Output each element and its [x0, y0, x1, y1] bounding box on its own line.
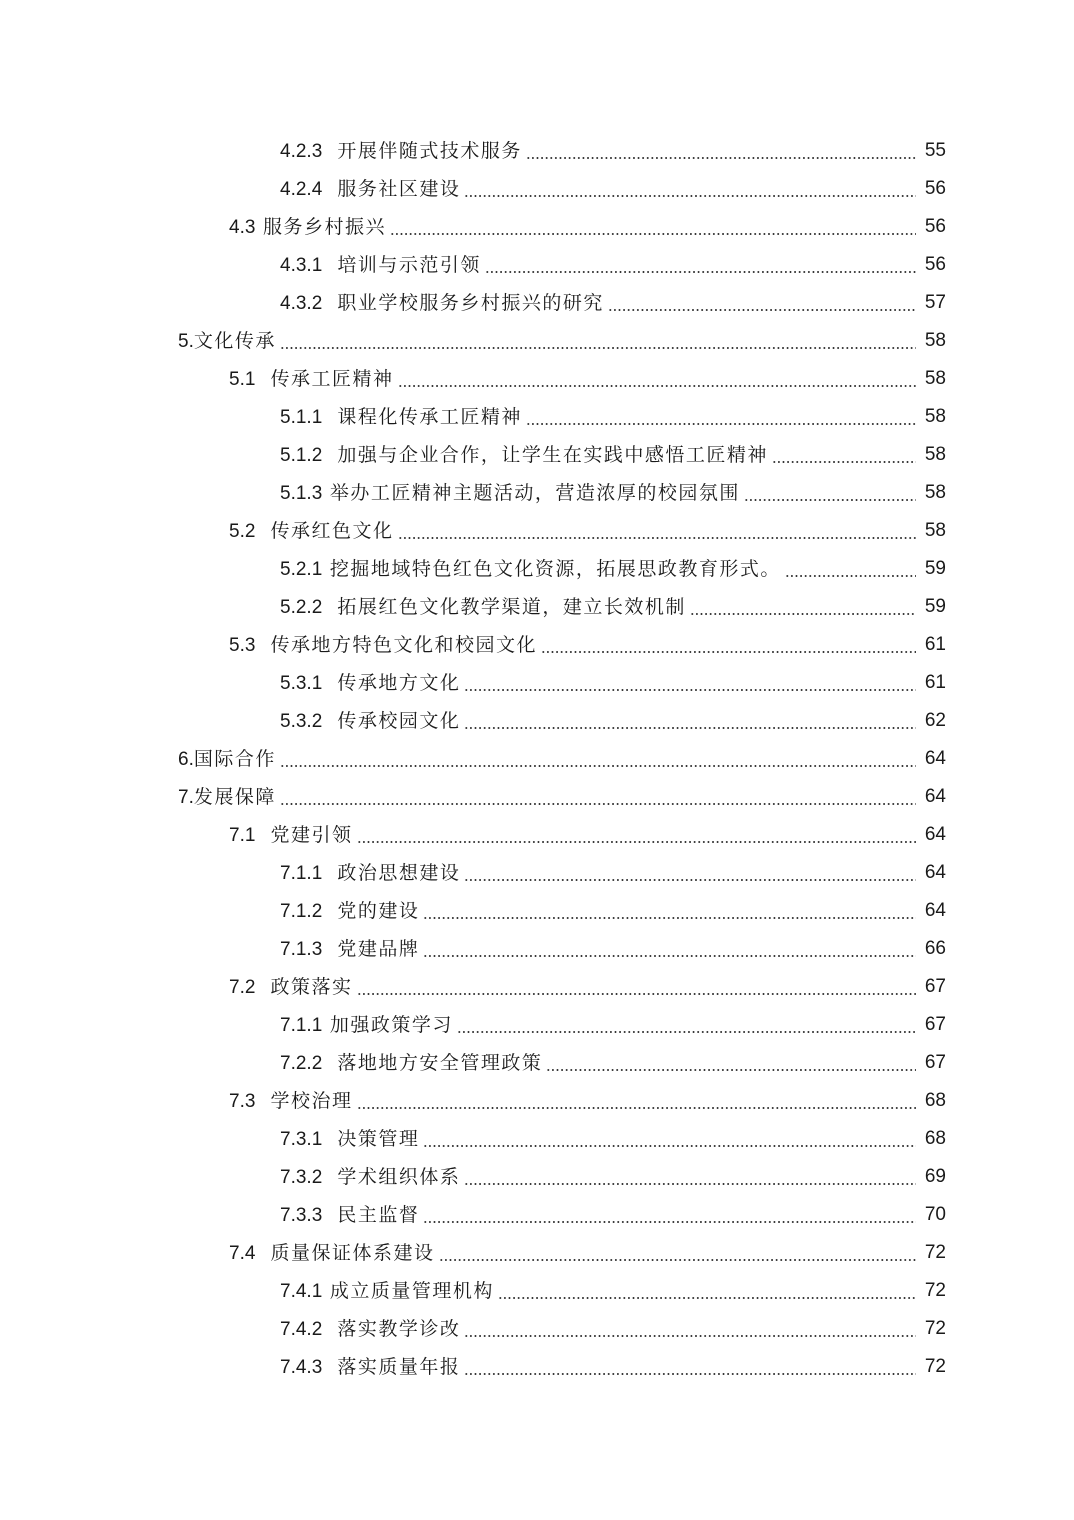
- toc-entry[interactable]: [0, 474, 1074, 512]
- toc-entry-number: 7.3: [229, 1090, 256, 1112]
- toc-entry-heading: 党建品牌: [337, 937, 420, 960]
- toc-entry[interactable]: [0, 930, 1074, 968]
- toc-entry-heading: 政策落实: [270, 975, 353, 998]
- toc-dot-leader: [464, 195, 916, 197]
- toc-entry[interactable]: [0, 1310, 1074, 1348]
- toc-page-number: 56: [924, 178, 946, 199]
- toc-entry-heading: 传承工匠精神: [270, 367, 394, 390]
- toc-dot-leader: [423, 1221, 916, 1223]
- toc-entry-heading: 加强政策学习: [329, 1013, 453, 1036]
- toc-entry-number: 4.3.2: [280, 292, 323, 314]
- toc-entry[interactable]: [0, 322, 1074, 360]
- toc-page-number: 58: [924, 520, 946, 541]
- toc-entry-title: [280, 930, 419, 969]
- toc-entry-number: 5.2: [229, 520, 256, 542]
- toc-entry-title: [280, 474, 740, 513]
- toc-entry-heading: 发展保障: [193, 785, 276, 808]
- toc-entry-heading: 传承地方文化: [337, 671, 461, 694]
- toc-entry-heading: 党建引领: [270, 823, 353, 846]
- toc-entry[interactable]: [0, 132, 1074, 170]
- toc-entry-separator: [322, 1356, 337, 1378]
- toc-entry-separator: [322, 862, 337, 884]
- toc-dot-leader: [485, 271, 916, 273]
- toc-entry[interactable]: [0, 1006, 1074, 1044]
- toc-entry-heading: 学校治理: [270, 1089, 353, 1112]
- toc-dot-leader: [464, 689, 916, 691]
- toc-page-number: 67: [924, 976, 946, 997]
- toc-entry-number: 7.3.3: [280, 1204, 323, 1226]
- toc-entry[interactable]: [0, 360, 1074, 398]
- toc-entry-heading: 开展伴随式技术服务: [337, 139, 522, 162]
- toc-page-number: 57: [924, 292, 946, 313]
- toc-page-number: 72: [924, 1318, 946, 1339]
- toc-entry-title: [229, 208, 386, 247]
- toc-entry-heading: 成立质量管理机构: [329, 1279, 494, 1302]
- toc-entry-heading: 民主监督: [337, 1203, 420, 1226]
- toc-entry-number: 5.1.2: [280, 444, 323, 466]
- toc-entry-separator: [322, 1318, 337, 1340]
- toc-page-number: 56: [924, 216, 946, 237]
- toc-entry-heading: 质量保证体系建设: [270, 1241, 435, 1264]
- toc-entry-title: [280, 1272, 494, 1311]
- toc-entry[interactable]: [0, 1158, 1074, 1196]
- toc-dot-leader: [423, 917, 916, 919]
- toc-page-number: 58: [924, 330, 946, 351]
- toc-entry-separator: [255, 368, 270, 390]
- toc-entry-separator: [255, 976, 270, 998]
- toc-entry-heading: 党的建设: [337, 899, 420, 922]
- toc-page-number: 59: [924, 596, 946, 617]
- toc-entry-title: [280, 1158, 460, 1197]
- toc-entry-title: [229, 1234, 435, 1273]
- toc-entry[interactable]: [0, 436, 1074, 474]
- toc-entry-title: [178, 778, 276, 817]
- toc-dot-leader: [546, 1069, 916, 1071]
- toc-entry[interactable]: [0, 816, 1074, 854]
- toc-entry-number: 7.1.1: [280, 862, 323, 884]
- toc-entry-separator: [322, 1052, 337, 1074]
- toc-entry-title: [280, 284, 604, 323]
- toc-entry[interactable]: [0, 246, 1074, 284]
- toc-entry-separator: [322, 672, 337, 694]
- toc-page-number: 61: [924, 634, 946, 655]
- toc-entry-separator: [255, 216, 263, 238]
- toc-dot-leader: [457, 1031, 916, 1033]
- toc-entry-number: 7.1.1: [280, 1014, 323, 1036]
- toc-entry-separator: [255, 1242, 270, 1264]
- toc-dot-leader: [357, 841, 916, 843]
- toc-entry[interactable]: [0, 588, 1074, 626]
- toc-page-number: 58: [924, 406, 946, 427]
- table-of-contents: [0, 132, 1074, 1386]
- toc-dot-leader: [439, 1259, 916, 1261]
- toc-page-number: 58: [924, 482, 946, 503]
- toc-dot-leader: [390, 233, 916, 235]
- toc-entry-separator: [322, 1014, 330, 1036]
- toc-page-number: 61: [924, 672, 946, 693]
- toc-entry-title: [229, 360, 394, 399]
- toc-entry-title: [229, 816, 353, 855]
- toc-entry-heading: 课程化传承工匠精神: [337, 405, 522, 428]
- toc-entry[interactable]: [0, 664, 1074, 702]
- toc-entry-separator: [255, 824, 270, 846]
- toc-entry-heading: 落实教学诊改: [337, 1317, 461, 1340]
- toc-entry-number: 5.3.2: [280, 710, 323, 732]
- toc-dot-leader: [526, 423, 916, 425]
- toc-entry-number: 7.4.2: [280, 1318, 323, 1340]
- toc-page-number: 67: [924, 1052, 946, 1073]
- toc-entry-separator: [322, 1128, 337, 1150]
- toc-entry-title: [280, 854, 460, 893]
- toc-page-number: 58: [924, 368, 946, 389]
- toc-dot-leader: [464, 1183, 916, 1185]
- toc-entry-separator: [322, 254, 337, 276]
- toc-entry-heading: 职业学校服务乡村振兴的研究: [337, 291, 604, 314]
- toc-entry-title: [280, 1044, 542, 1083]
- toc-entry[interactable]: [0, 1044, 1074, 1082]
- toc-entry-number: 7.1.2: [280, 900, 323, 922]
- toc-entry-separator: [322, 406, 337, 428]
- toc-entry[interactable]: [0, 854, 1074, 892]
- toc-entry-separator: [322, 938, 337, 960]
- toc-dot-leader: [498, 1297, 916, 1299]
- toc-entry-separator: [322, 558, 330, 580]
- toc-entry-heading: 传承红色文化: [270, 519, 394, 542]
- toc-dot-leader: [464, 727, 916, 729]
- toc-entry-separator: [322, 1166, 337, 1188]
- toc-page-number: 72: [924, 1280, 946, 1301]
- toc-entry[interactable]: [0, 1196, 1074, 1234]
- toc-entry-heading: 落地地方安全管理政策: [337, 1051, 543, 1074]
- toc-entry-title: [280, 664, 460, 703]
- toc-dot-leader: [280, 803, 916, 805]
- toc-entry-title: [229, 1082, 353, 1121]
- toc-page-number: 69: [924, 1166, 946, 1187]
- toc-page-number: 66: [924, 938, 946, 959]
- toc-dot-leader: [464, 879, 916, 881]
- toc-entry-number: 4.2.4: [280, 178, 323, 200]
- toc-entry-heading: 传承地方特色文化和校园文化: [270, 633, 538, 656]
- toc-dot-leader: [398, 537, 916, 539]
- toc-entry-number: 7.1.3: [280, 938, 323, 960]
- toc-entry-number: 7.1: [229, 824, 256, 846]
- toc-entry-number: 7.3.1: [280, 1128, 323, 1150]
- toc-page-number: 72: [924, 1242, 946, 1263]
- toc-page-number: 56: [924, 254, 946, 275]
- toc-entry-number: 4.2.3: [280, 140, 323, 162]
- toc-entry-title: [229, 626, 537, 665]
- toc-entry[interactable]: [0, 170, 1074, 208]
- toc-entry-number: 7.4: [229, 1242, 256, 1264]
- toc-dot-leader: [526, 157, 916, 159]
- toc-entry-separator: [322, 140, 337, 162]
- toc-page-number: 58: [924, 444, 946, 465]
- toc-entry-heading: 落实质量年报: [337, 1355, 461, 1378]
- toc-dot-leader: [464, 1373, 916, 1375]
- toc-entry-heading: 学术组织体系: [337, 1165, 461, 1188]
- toc-entry-title: [229, 968, 353, 1007]
- toc-entry-heading: 国际合作: [193, 747, 276, 770]
- toc-entry-heading: 培训与示范引领: [337, 253, 481, 276]
- toc-entry-separator: [322, 1204, 337, 1226]
- toc-entry-heading: 文化传承: [193, 329, 276, 352]
- toc-entry[interactable]: [0, 1234, 1074, 1272]
- toc-page-number: 72: [924, 1356, 946, 1377]
- toc-page-number: 62: [924, 710, 946, 731]
- toc-entry-title: [280, 550, 781, 589]
- toc-entry-separator: [322, 444, 337, 466]
- toc-entry[interactable]: [0, 1120, 1074, 1158]
- toc-entry-title: [280, 246, 481, 285]
- toc-dot-leader: [785, 575, 916, 577]
- toc-entry-separator: [322, 1280, 330, 1302]
- toc-entry[interactable]: [0, 398, 1074, 436]
- toc-entry-separator: [322, 900, 337, 922]
- toc-entry[interactable]: [0, 740, 1074, 778]
- toc-entry-title: [280, 1120, 419, 1159]
- toc-entry-heading: 拓展红色文化教学渠道，建立长效机制: [337, 595, 686, 618]
- toc-entry-title: [178, 740, 276, 779]
- toc-entry[interactable]: [0, 892, 1074, 930]
- toc-entry-title: [280, 398, 522, 437]
- toc-entry-number: 4.3.1: [280, 254, 323, 276]
- toc-entry-number: 5.2.1: [280, 558, 323, 580]
- toc-dot-leader: [280, 765, 916, 767]
- toc-page-number: 64: [924, 900, 946, 921]
- toc-entry-heading: 决策管理: [337, 1127, 420, 1150]
- toc-entry[interactable]: [0, 778, 1074, 816]
- toc-entry[interactable]: [0, 1082, 1074, 1120]
- toc-entry-heading: 举办工匠精神主题活动，营造浓厚的校园氛围: [329, 481, 740, 504]
- toc-entry-title: [280, 170, 460, 209]
- toc-entry-separator: [255, 1090, 270, 1112]
- toc-entry-separator: [322, 292, 337, 314]
- toc-entry-number: 5.1: [229, 368, 256, 390]
- toc-dot-leader: [464, 1335, 916, 1337]
- toc-entry-number: 7.4.1: [280, 1280, 323, 1302]
- toc-page-number: 70: [924, 1204, 946, 1225]
- toc-entry-separator: [322, 178, 337, 200]
- toc-entry-title: [280, 588, 686, 627]
- toc-page-number: 59: [924, 558, 946, 579]
- toc-dot-leader: [690, 613, 916, 615]
- toc-dot-leader: [398, 385, 916, 387]
- toc-page-number: 64: [924, 748, 946, 769]
- toc-entry-number: 5.1.3: [280, 482, 323, 504]
- toc-entry-title: [280, 1196, 419, 1235]
- toc-entry-number: 4.3: [229, 216, 256, 238]
- toc-entry[interactable]: [0, 208, 1074, 246]
- toc-entry-heading: 传承校园文化: [337, 709, 461, 732]
- toc-page-number: 68: [924, 1090, 946, 1111]
- toc-entry-number: 5.3.1: [280, 672, 323, 694]
- toc-dot-leader: [280, 347, 916, 349]
- toc-entry-number: 7.4.3: [280, 1356, 323, 1378]
- toc-page-number: 67: [924, 1014, 946, 1035]
- toc-entry-separator: [322, 596, 337, 618]
- toc-entry-title: [280, 1006, 453, 1045]
- toc-entry[interactable]: [0, 550, 1074, 588]
- toc-entry-separator: [255, 634, 270, 656]
- toc-page-number: 64: [924, 786, 946, 807]
- toc-entry-heading: 挖掘地域特色红色文化资源，拓展思政教育形式。: [329, 557, 781, 580]
- toc-entry-title: [280, 436, 768, 475]
- toc-entry[interactable]: [0, 968, 1074, 1006]
- toc-entry-heading: 服务社区建设: [337, 177, 461, 200]
- toc-entry[interactable]: [0, 284, 1074, 322]
- toc-page-number: 64: [924, 824, 946, 845]
- toc-dot-leader: [423, 955, 916, 957]
- toc-entry-number: 7.2: [229, 976, 256, 998]
- toc-page-number: 68: [924, 1128, 946, 1149]
- toc-entry-separator: [255, 520, 270, 542]
- toc-dot-leader: [744, 499, 916, 501]
- toc-entry-number: 7.2.2: [280, 1052, 323, 1074]
- toc-entry-number: 7.3.2: [280, 1166, 323, 1188]
- toc-dot-leader: [357, 1107, 916, 1109]
- toc-entry-separator: [322, 710, 337, 732]
- toc-entry-title: [280, 1310, 460, 1349]
- toc-dot-leader: [772, 461, 916, 463]
- toc-entry[interactable]: [0, 512, 1074, 550]
- toc-entry[interactable]: [0, 1272, 1074, 1310]
- toc-entry-number: 5.1.1: [280, 406, 323, 428]
- toc-entry-title: [280, 1348, 460, 1387]
- toc-entry-title: [229, 512, 394, 551]
- toc-entry-number: 7.: [178, 786, 194, 808]
- toc-entry-title: [280, 702, 460, 741]
- toc-entry-number: 6.: [178, 748, 194, 770]
- toc-dot-leader: [423, 1145, 916, 1147]
- toc-entry-title: [280, 132, 522, 171]
- toc-dot-leader: [541, 651, 916, 653]
- toc-entry-heading: 服务乡村振兴: [262, 215, 386, 238]
- toc-page-number: 55: [924, 140, 946, 161]
- toc-entry-heading: 加强与企业合作，让学生在实践中感悟工匠精神: [337, 443, 768, 466]
- toc-entry-title: [280, 892, 419, 931]
- toc-dot-leader: [608, 309, 916, 311]
- toc-entry-heading: 政治思想建设: [337, 861, 461, 884]
- toc-page-number: 64: [924, 862, 946, 883]
- toc-dot-leader: [357, 993, 916, 995]
- toc-entry[interactable]: [0, 702, 1074, 740]
- toc-entry[interactable]: [0, 626, 1074, 664]
- toc-entry-number: 5.2.2: [280, 596, 323, 618]
- toc-entry-number: 5.: [178, 330, 194, 352]
- toc-entry-title: [178, 322, 276, 361]
- toc-entry[interactable]: [0, 1348, 1074, 1386]
- toc-entry-number: 5.3: [229, 634, 256, 656]
- toc-entry-separator: [322, 482, 330, 504]
